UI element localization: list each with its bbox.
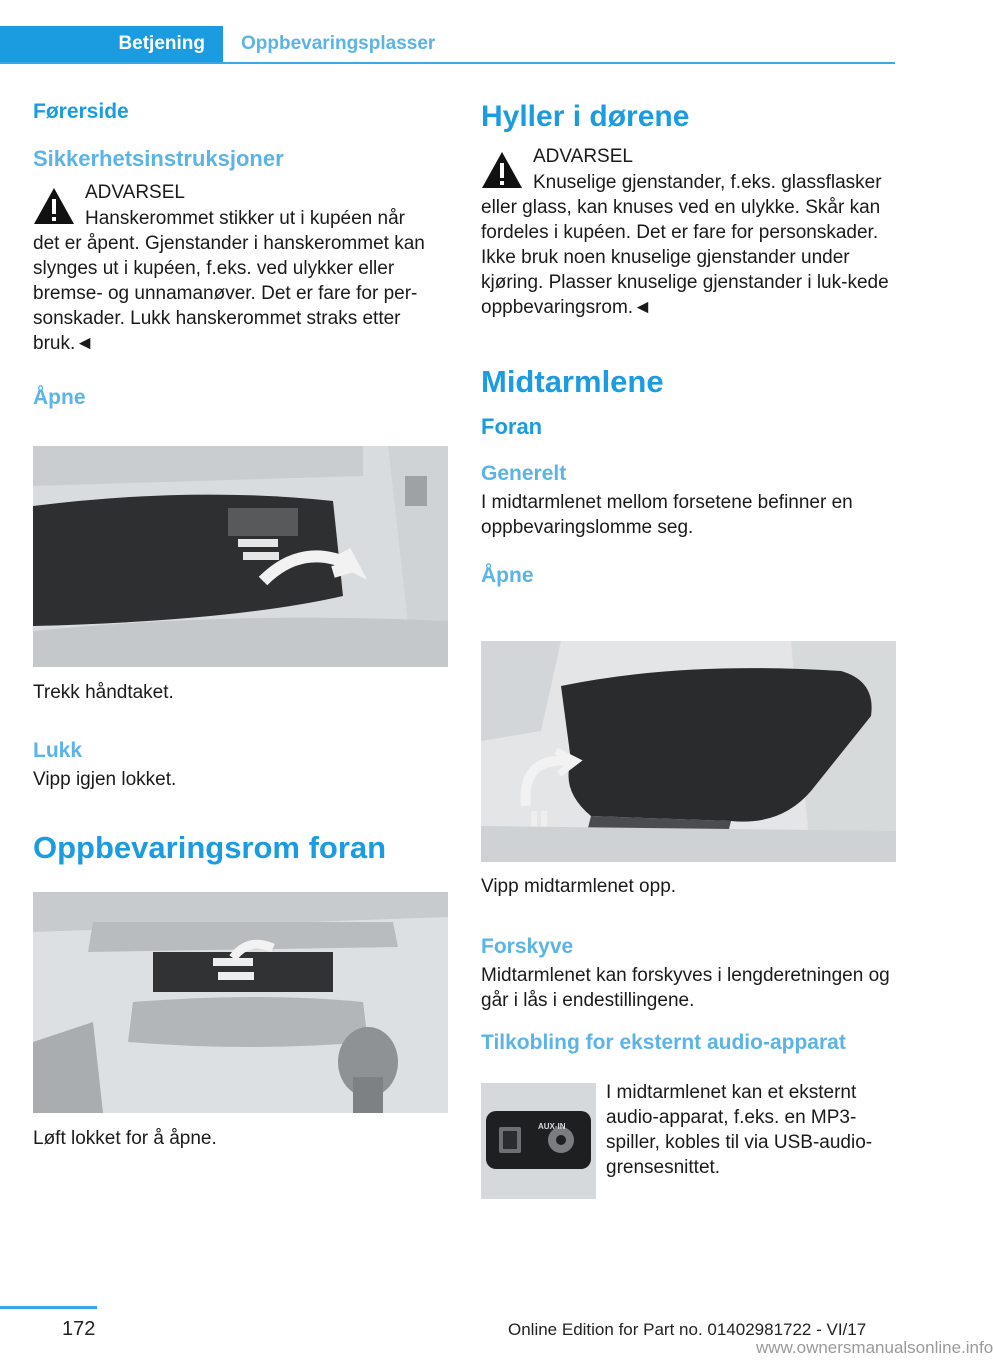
heading-generelt: Generelt xyxy=(481,462,567,485)
warning-doors xyxy=(481,144,896,320)
left-column-2 xyxy=(33,680,448,866)
tilkobling-text-block xyxy=(606,1080,896,1180)
heading-forskyve: Forskyve xyxy=(481,935,574,958)
heading-apne: Åpne xyxy=(33,386,86,409)
photo-glovebox-handle xyxy=(33,446,448,667)
warning-body: eller glass, kan knuses ved en ulykke. Skår kan fordeles i kupéen. Det er fare for personskader. Ikke bruk noen knuselige gjenstander under kjøring. Plasser knuselige gjenstander i luk-kede oppbevaringsrom.◄ xyxy=(481,197,889,318)
forskyve-text: Midtarmlenet kan forskyves i lengderetningen og går i lås i endestillingene. xyxy=(481,965,890,1011)
footer-rule xyxy=(0,1306,97,1309)
tab-betjening[interactable]: Betjening xyxy=(0,26,223,62)
photo-armrest xyxy=(481,641,896,862)
page-number: 172 xyxy=(62,1318,96,1340)
left-column-3 xyxy=(33,1126,448,1151)
header-bar xyxy=(0,26,895,64)
heading-hyller-i-dorene: Hyller i dørene xyxy=(481,100,690,133)
lukk-text: Vipp igjen lokket. xyxy=(33,769,177,790)
generelt-text: I midtarmlenet mellom forsetene befinner en oppbevaringslomme seg. xyxy=(481,492,853,538)
warning-line1: Hanskerommet stikker ut i kupéen når xyxy=(85,208,405,229)
warning-icon xyxy=(481,150,523,190)
right-column-2 xyxy=(481,874,896,1055)
heading-sikkerhetsinstruksjoner: Sikkerhetsinstruksjoner xyxy=(33,146,284,171)
left-column xyxy=(33,100,448,410)
photo-front-storage xyxy=(33,892,448,1113)
tab-oppbevaringsplasser[interactable]: Oppbevaringsplasser xyxy=(241,33,436,54)
right-column xyxy=(481,100,896,588)
heading-forerside: Førerside xyxy=(33,100,129,123)
heading-foran: Foran xyxy=(481,414,543,439)
footer-edition: Online Edition for Part no. 01402981722 - VI/17 xyxy=(508,1320,867,1339)
photo-usb-aux-port xyxy=(481,1083,596,1199)
warning-title: ADVARSEL xyxy=(85,182,185,203)
caption-vipp-midtarmlenet: Vipp midtarmlenet opp. xyxy=(481,876,677,897)
warning-title: ADVARSEL xyxy=(533,146,633,167)
heading-midtarmlene: Midtarmlene xyxy=(481,364,664,399)
caption-loft-lokket: Løft lokket for å åpne. xyxy=(33,1128,217,1149)
tilkobling-text: I midtarmlenet kan et eksternt audio-apparat, f.eks. en MP3-spiller, kobles til via USB-audio-grensesnittet. xyxy=(606,1082,873,1178)
aux-label: AUX-IN xyxy=(538,1122,566,1131)
warning-body: det er åpent. Gjenstander i hanskerommet kan slynges ut i kupéen, f.eks. ved ulykker eller bremse- og unnamanøver. Det er fare for per-sonskader. Lukk hanskerommet straks etter bruk.◄ xyxy=(33,233,425,354)
warning-icon xyxy=(33,186,75,226)
heading-lukk: Lukk xyxy=(33,739,83,762)
heading-apne-armrest: Åpne xyxy=(481,564,534,587)
heading-oppbevaringsrom-foran: Oppbevaringsrom foran xyxy=(33,830,387,865)
warning-glovebox xyxy=(33,180,448,356)
heading-tilkobling: Tilkobling for eksternt audio-apparat xyxy=(481,1031,846,1054)
caption-trekk-handtaket: Trekk håndtaket. xyxy=(33,682,174,703)
warning-line1: Knuselige gjenstander, f.eks. glassflasker xyxy=(533,172,882,193)
watermark: www.ownersmanualsonline.info xyxy=(756,1338,993,1357)
